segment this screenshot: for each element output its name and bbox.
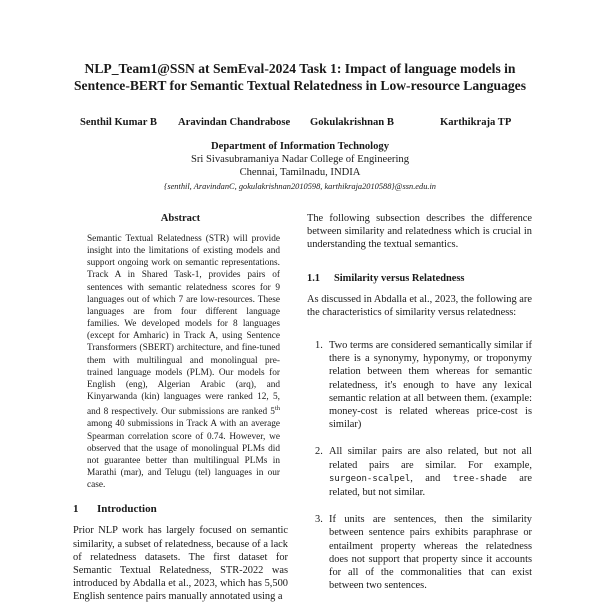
lead-paragraph: The following subsection describes the difference between similarity and relatedness which is crucial in understanding the textual semantics.: [307, 213, 532, 251]
author-name: Gokulakrishnan B: [310, 117, 394, 128]
paper-title: NLP_Team1@SSN at SemEval-2024 Task 1: Impact of language models in Sentence-BERT for Semantic Textual Relatedness in Low-resource Languages: [73, 61, 527, 93]
code-example: tree-shade: [452, 473, 507, 484]
section-heading-introduction: [73, 503, 288, 516]
item-number: 3.: [315, 514, 323, 526]
department: Department of Information Technology: [210, 141, 390, 152]
abstract-superscript: th: [274, 405, 280, 413]
item-text: If units are sentences, then the similarity between sentence pairs exhibits paraphrase or entailment property whereas the relatedness does not support that property since it accounts for all of the commonalities that can exist between two sentences.: [329, 514, 532, 592]
introduction-paragraph: Prior NLP work has largely focused on semantic similarity, a subset of relatedness, because of a lack of relatedness datasets. The first dataset for Semantic Textual Relatedness, STR-2022 was introduced by Abdalla et al., 2023, which has 5,500 English sentence pairs manually annotated using a: [73, 525, 288, 603]
author-emails: {senthil, AravindanC, gokulakrishnan2010598, karthikraja2010588}@ssn.edu.in: [163, 182, 436, 191]
list-item: [307, 513, 532, 592]
right-column: [307, 212, 532, 606]
abstract-heading: Abstract: [160, 213, 201, 224]
college: Sri Sivasubramaniya Nadar College of Engineering: [191, 154, 409, 165]
author-name: Senthil Kumar B: [80, 117, 157, 128]
characteristics-list: [307, 339, 532, 592]
affiliation-block: [120, 140, 480, 193]
left-column: [73, 212, 288, 604]
list-item: [307, 445, 532, 499]
section-title: Introduction: [97, 503, 157, 516]
item-text-after: are related, but not similar.: [329, 472, 532, 499]
subsection-heading: [307, 272, 532, 285]
item-text-mid: , and: [410, 472, 453, 484]
item-number: 2.: [315, 446, 323, 458]
abstract-text-part2: among 40 submissions in Track A with an average Spearman correlation score of 0.74. However, we observed that the usage of monolingual PLMs did not guarantee better than multilingual PLMs in Marathi (mar), and Telugu (tel) languages in our case.: [87, 419, 280, 491]
author-list: [60, 117, 540, 133]
subsection-intro: As discussed in Abdalla et al., 2023, the following are the characteristics of similarity versus relatedness:: [307, 293, 532, 318]
location: Chennai, Tamilnadu, INDIA: [239, 167, 361, 178]
item-text-before: All similar pairs are also related, but not all related pairs are similar. For example,: [329, 446, 532, 471]
author-name: Karthikraja TP: [440, 117, 512, 128]
abstract-text-part1: Semantic Textual Relatedness (STR) will provide insight into the limitations of existing models and support ongoing work on semantic representations. Track A in Shared Task-1, provides pairs of sentences with semantic relatedness scores for 9 languages out of which 7 are low-resources. These languages are from four different language families. We developed models for 8 languages (except for Amharic) in Track A, using Sentence Transformers (SBERT) architecture, and fine-tuned them with multilingual and monolingual pre-trained language models (PLM). Our models for English (eng), Algerian Arabic (arq), and Kinyarwanda (kin) languages were ranked 12, 5, and 8 respectively. Our submissions are ranked 5: [87, 234, 280, 418]
item-text: Two terms are considered semantically similar if there is a synonymy, hyponymy, or troponymy relation between them whereas for semantic relatedness, it's enough to have any lexical semantic relation at all between them. (example: money-cost is related whereas price-cost is similar): [329, 340, 532, 431]
item-number: 1.: [315, 340, 323, 352]
subsection-title: Similarity versus Relatedness: [334, 272, 465, 284]
list-item: [307, 339, 532, 431]
abstract-body: [87, 233, 280, 491]
subsection-number: 1.1: [307, 272, 320, 284]
code-example: surgeon-scalpel: [329, 473, 411, 484]
author-name: Aravindan Chandrabose: [178, 117, 291, 128]
section-number: 1: [73, 503, 79, 516]
